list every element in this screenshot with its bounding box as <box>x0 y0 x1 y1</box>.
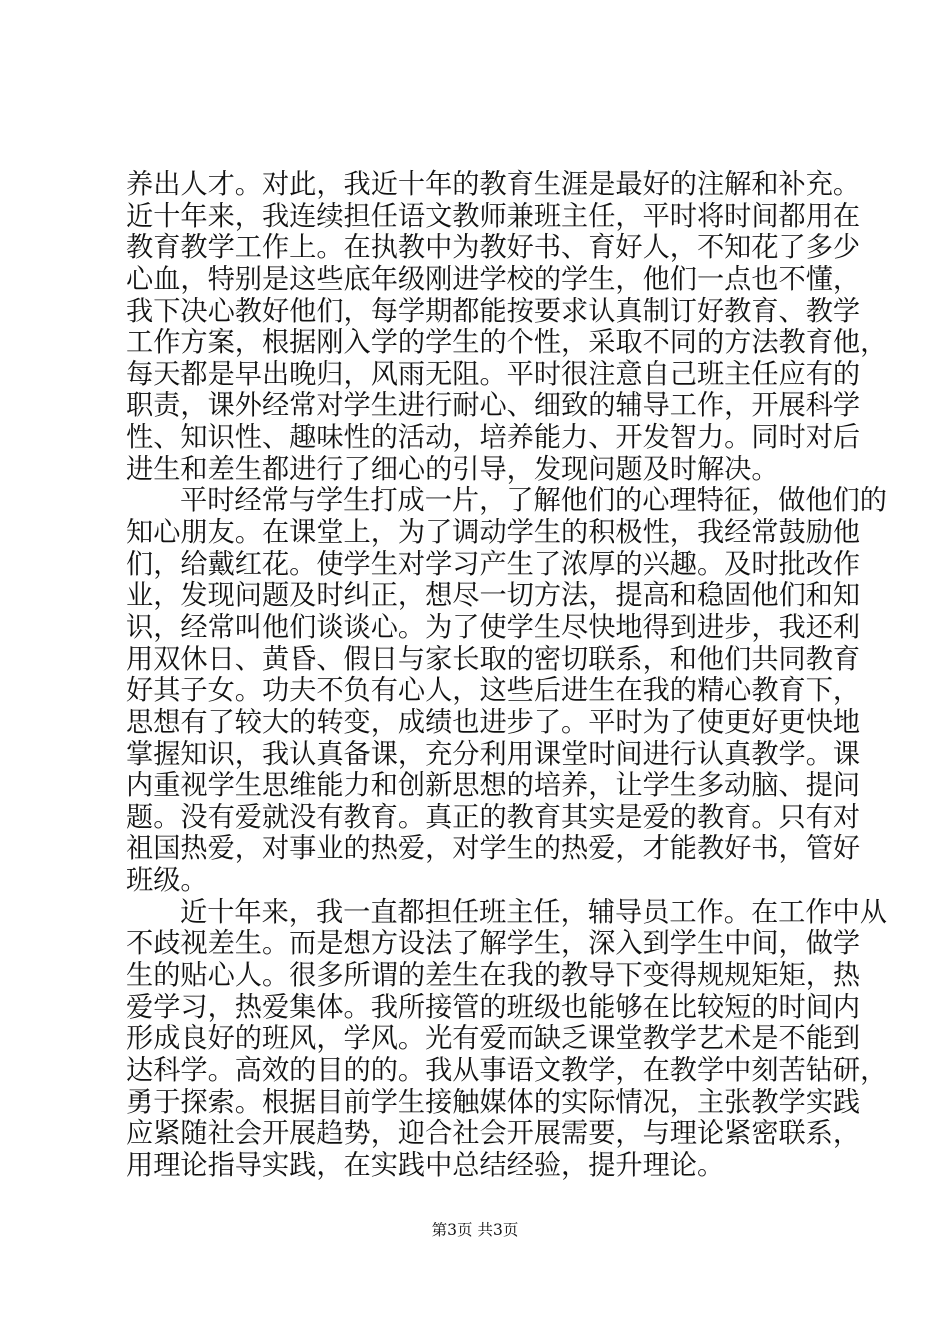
text-line: 们，给戴红花。使学生对学习产生了浓厚的兴趣。及时批改作 <box>126 548 861 580</box>
text-line: 达科学。高效的目的的。我从事语文教学，在教学中刻苦钻研， <box>126 1054 888 1086</box>
text-line: 用理论指导实践，在实践中总结经验，提升理论。 <box>126 1149 725 1181</box>
text-line: 思想有了较大的转变，成绩也进步了。平时为了使更好更快地 <box>126 706 861 738</box>
text-line: 业，发现问题及时纠正，想尽一切方法，提高和稳固他们和知 <box>126 580 861 612</box>
text-line: 班级。 <box>126 865 208 897</box>
text-line: 形成良好的班风，学风。光有爱而缺乏课堂教学艺术是不能到 <box>126 1023 861 1055</box>
text-line: 心血，特别是这些底年级刚进学校的学生，他们一点也不懂， <box>126 263 861 295</box>
text-line: 我下决心教好他们，每学期都能按要求认真制订好教育、教学 <box>126 295 861 327</box>
text-line: 每天都是早出晚归，风雨无阻。平时很注意自己班主任应有的 <box>126 358 861 390</box>
text-line: 勇于探索。根据目前学生接触媒体的实际情况，主张教学实践 <box>126 1086 861 1118</box>
text-line: 生的贴心人。很多所谓的差生在我的教导下变得规规矩矩，热 <box>126 960 861 992</box>
text-line: 职责，课外经常对学生进行耐心、细致的辅导工作，开展科学 <box>126 390 861 422</box>
text-line: 题。没有爱就没有教育。真正的教育其实是爱的教育。只有对 <box>126 801 861 833</box>
text-line: 不歧视差生。而是想方设法了解学生，深入到学生中间，做学 <box>126 928 861 960</box>
text-line: 爱学习，热爱集体。我所接管的班级也能够在比较短的时间内 <box>126 991 861 1023</box>
page-footer: 第3页 共3页 <box>431 1221 519 1239</box>
text-line: 内重视学生思维能力和创新思想的培养，让学生多动脑、提问 <box>126 770 861 802</box>
text-line: 进生和差生都进行了细心的引导，发现问题及时解决。 <box>126 453 779 485</box>
text-line: 掌握知识，我认真备课，充分利用课堂时间进行认真教学。课 <box>126 738 861 770</box>
text-line: 性、知识性、趣味性的活动，培养能力、开发智力。同时对后 <box>126 422 861 454</box>
text-line: 好其子女。功夫不负有心人，这些后进生在我的精心教育下， <box>126 675 861 707</box>
text-line: 教育教学工作上。在执教中为教好书、育好人，不知花了多少 <box>126 232 861 264</box>
text-line: 工作方案，根据刚入学的学生的个性，采取不同的方法教育他， <box>126 327 888 359</box>
paragraph-first-line: 平时经常与学生打成一片，了解他们的心理特征，做他们的 <box>180 485 887 517</box>
text-line: 识，经常叫他们谈谈心。为了使学生尽快地得到进步，我还利 <box>126 611 861 643</box>
text-line: 祖国热爱，对事业的热爱，对学生的热爱，才能教好书，管好 <box>126 833 861 865</box>
text-line: 用双休日、黄昏、假日与家长取的密切联系，和他们共同教育 <box>126 643 861 675</box>
text-line: 应紧随社会开展趋势，迎合社会开展需要，与理论紧密联系， <box>126 1118 861 1150</box>
paragraph-first-line: 近十年来，我一直都担任班主任，辅导员工作。在工作中从 <box>180 896 887 928</box>
text-line: 知心朋友。在课堂上，为了调动学生的积极性，我经常鼓励他 <box>126 517 861 549</box>
text-line: 养出人才。对此，我近十年的教育生涯是最好的注解和补充。 <box>126 169 861 200</box>
body-text <box>126 169 888 1182</box>
text-line: 近十年来，我连续担任语文教师兼班主任，平时将时间都用在 <box>126 200 861 232</box>
